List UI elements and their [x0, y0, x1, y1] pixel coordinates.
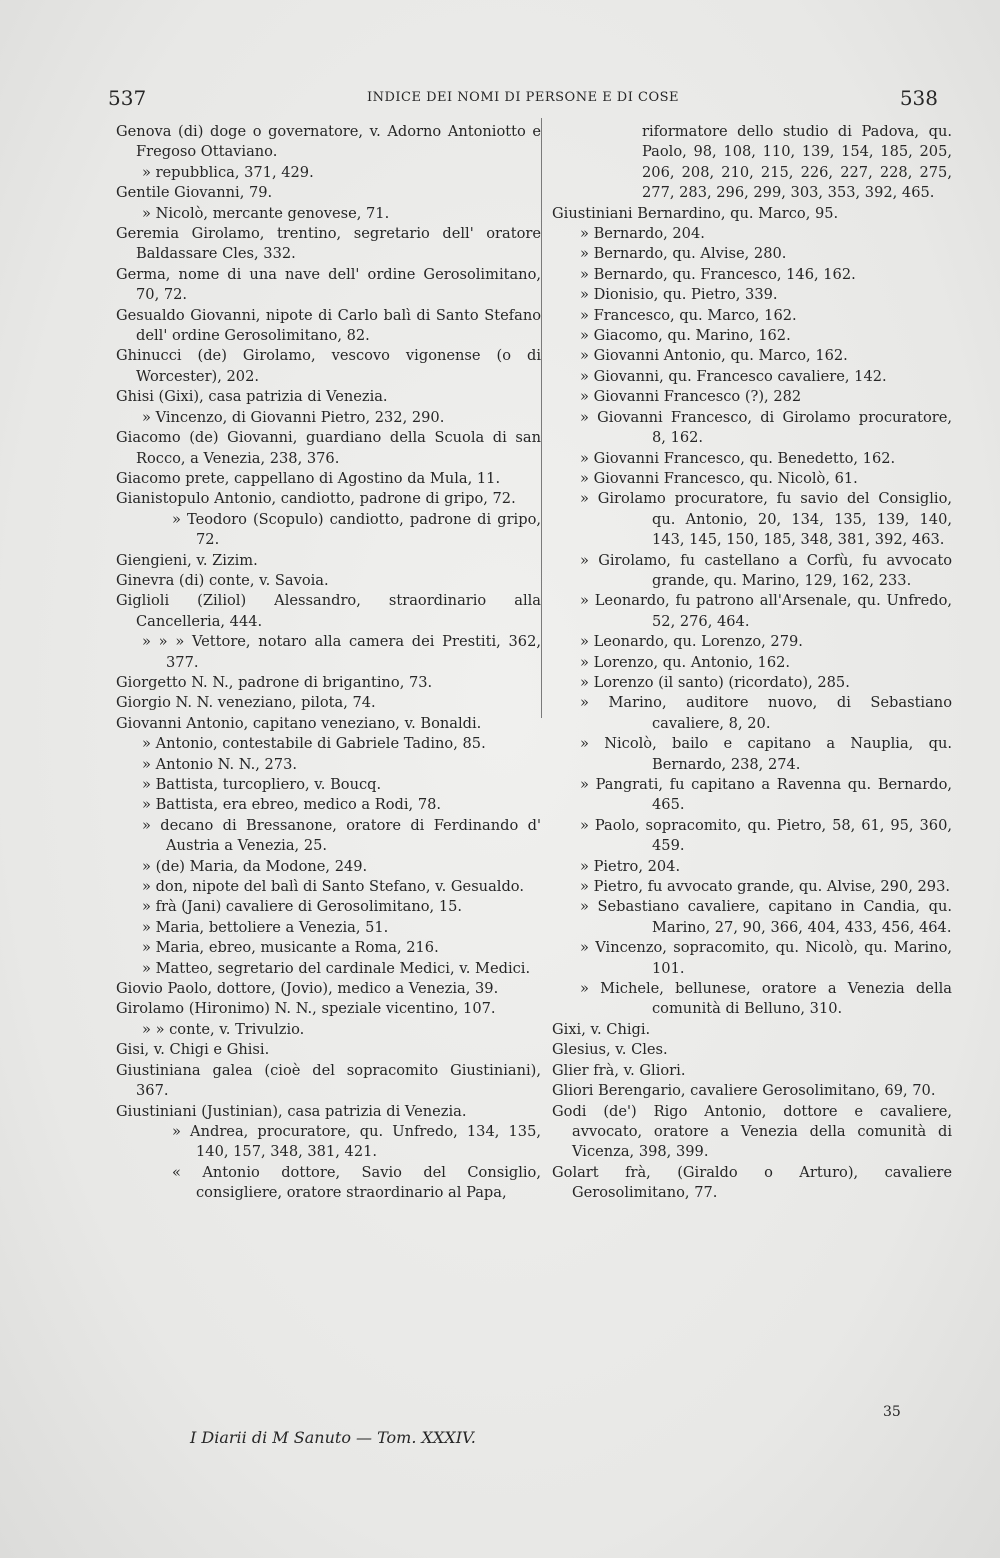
index-entry: « Antonio dottore, Savio del Consiglio, consigliere, oratore straordinario al Papa,: [172, 1163, 541, 1202]
index-entry: » Michele, bellunese, oratore a Venezia della comunità di Belluno, 310.: [580, 980, 952, 1018]
index-entry: » Maria, ebreo, musicante a Roma, 216.: [142, 939, 439, 957]
index-entry: » decano di Bressanone, oratore di Ferdinando d' Austria a Venezia, 25.: [142, 816, 541, 855]
index-entry: » Giovanni Francesco (?), 282: [580, 388, 802, 406]
index-entry: » Matteo, segretario del cardinale Medici, v. Medici.: [142, 959, 531, 977]
left-column: [116, 122, 541, 1204]
index-entry: » Pietro, fu avvocato grande, qu. Alvise, 290, 293.: [580, 878, 951, 896]
index-entry: Gixi, v. Chigi.: [552, 1020, 651, 1038]
index-entry: » frà (Jani) cavaliere di Gerosolimitano, 15.: [142, 898, 463, 916]
index-entry: » Giovanni Francesco, qu. Nicolò, 61.: [580, 469, 858, 487]
index-entry: » Giovanni, qu. Francesco cavaliere, 142.: [580, 367, 887, 385]
index-entry: » Giovanni Francesco, qu. Benedetto, 162.: [580, 449, 896, 467]
index-entry: Gesualdo Giovanni, nipote di Carlo balì di Santo Stefano dell' ordine Gerosolimitano, 82.: [116, 306, 541, 345]
index-entry: » Maria, bettoliere a Venezia, 51.: [142, 918, 389, 936]
index-entry: » Antonio N. N., 273.: [142, 755, 298, 773]
page-header: [108, 86, 938, 110]
index-entry: Gisi, v. Chigi e Ghisi.: [116, 1041, 270, 1059]
index-entry: » Battista, turcopliero, v. Boucq.: [142, 776, 382, 793]
index-entry: Girolamo (Hironimo) N. N., speziale vicentino, 107.: [116, 1000, 496, 1018]
index-entry: Glesius, v. Cles.: [552, 1041, 668, 1059]
index-entry: » Sebastiano cavaliere, capitano in Candia, qu. Marino, 27, 90, 366, 404, 433, 456, 464.: [580, 898, 952, 936]
index-entry: » Bernardo, qu. Francesco, 146, 162.: [580, 265, 856, 283]
index-entry: Gianistopulo Antonio, candiotto, padrone di gripo, 72.: [116, 490, 516, 508]
index-entry: Golart frà, (Giraldo o Arturo), cavaliere Gerosolimitano, 77.: [552, 1163, 952, 1202]
index-entry: » » » Vettore, notaro alla camera dei Prestiti, 362, 377.: [142, 633, 541, 671]
index-entry: » don, nipote del balì di Santo Stefano, v. Gesualdo.: [142, 878, 524, 896]
index-entry: » Vincenzo, sopracomito, qu. Nicolò, qu. Marino, 101.: [580, 939, 952, 977]
index-entry: Giorgio N. N. veneziano, pilota, 74.: [116, 694, 376, 712]
page-number-right: 538: [899, 86, 938, 110]
index-entry: » repubblica, 371, 429.: [142, 163, 314, 181]
index-entry: » Bernardo, qu. Alvise, 280.: [580, 245, 787, 263]
index-entry: » Vincenzo, di Giovanni Pietro, 232, 290.: [142, 408, 445, 426]
index-entry: Gliori Berengario, cavaliere Gerosolimitano, 69, 70.: [552, 1082, 936, 1100]
index-entry: » Lorenzo, qu. Antonio, 162.: [580, 653, 791, 671]
index-entry: » Andrea, procuratore, qu. Unfredo, 134, 135, 140, 157, 348, 381, 421.: [172, 1122, 541, 1161]
index-entry: Geremia Girolamo, trentino, segretario dell' oratore Baldassare Cles, 332.: [116, 225, 541, 263]
index-entry: Giacomo prete, cappellano di Agostino da Mula, 11.: [116, 469, 501, 487]
index-entry: » Paolo, sopracomito, qu. Pietro, 58, 61, 95, 360, 459.: [580, 816, 952, 855]
index-entry: » Battista, era ebreo, medico a Rodi, 78.: [142, 796, 442, 814]
index-entry: » Giovanni Antonio, qu. Marco, 162.: [580, 347, 848, 365]
index-entry: Giorgetto N. N., padrone di brigantino, 73.: [116, 673, 433, 691]
index-entry: » Leonardo, qu. Lorenzo, 279.: [580, 633, 803, 651]
index-entry: Giengieni, v. Zizim.: [116, 551, 258, 569]
index-entry: » Lorenzo (il santo) (ricordato), 285.: [580, 673, 850, 691]
index-entry: Giustiniani Bernardino, qu. Marco, 95.: [552, 204, 839, 222]
index-entry: Germa, nome di una nave dell' ordine Gerosolimitano, 70, 72.: [116, 265, 541, 304]
index-entry: Giacomo (de) Giovanni, guardiano della Scuola di san Rocco, a Venezia, 238, 376.: [116, 429, 541, 467]
index-entry: Giustiniani (Justinian), casa patrizia di Venezia.: [116, 1102, 467, 1120]
index-entry: » Antonio, contestabile di Gabriele Tadino, 85.: [142, 735, 486, 753]
page-number-left: 537: [108, 86, 147, 110]
index-entry: » Girolamo procuratore, fu savio del Consiglio, qu. Antonio, 20, 134, 135, 139, 140, 143, 145, 150, 185, 348, 381, 392, 463.: [580, 490, 952, 549]
footer-signature: I Diarii di M Sanuto — Tom. XXXIV.: [190, 1428, 476, 1447]
column-divider: [541, 118, 542, 718]
index-entry: » Pangrati, fu capitano a Ravenna qu. Bernardo, 465.: [580, 776, 952, 814]
sheet-number: 35: [883, 1404, 901, 1420]
index-entry: Ghisi (Gixi), casa patrizia di Venezia.: [116, 388, 388, 406]
index-entry: » Marino, auditore nuovo, di Sebastiano cavaliere, 8, 20.: [580, 694, 952, 732]
index-entry: » Girolamo, fu castellano a Corfù, fu avvocato grande, qu. Marino, 129, 162, 233.: [580, 551, 952, 589]
index-entry: Glier frà, v. Gliori.: [552, 1061, 686, 1079]
index-entry: » (de) Maria, da Modone, 249.: [142, 857, 368, 875]
index-entry: Genova (di) doge o governatore, v. Adorno Antoniotto e Fregoso Ottaviano.: [116, 123, 541, 161]
index-entry: Giustiniana galea (cioè del sopracomito Giustiniani), 367.: [116, 1061, 541, 1100]
index-entry: » » conte, v. Trivulzio.: [142, 1020, 305, 1038]
right-column: [552, 122, 952, 1204]
index-entry: » Giacomo, qu. Marino, 162.: [580, 327, 791, 345]
index-entry: Gentile Giovanni, 79.: [116, 184, 273, 202]
index-entry: » Dionisio, qu. Pietro, 339.: [580, 286, 778, 304]
index-entry: Giglioli (Ziliol) Alessandro, straordinario alla Cancelleria, 444.: [116, 592, 541, 630]
index-entry: Godi (de') Rigo Antonio, dottore e cavaliere, avvocato, oratore a Venezia della comunità di Vicenza, 398, 399.: [552, 1102, 952, 1161]
index-entry: » Nicolò, bailo e capitano a Nauplia, qu. Bernardo, 238, 274.: [580, 735, 952, 773]
index-entry: » Francesco, qu. Marco, 162.: [580, 306, 797, 324]
index-entry: » Bernardo, 204.: [580, 225, 705, 243]
index-entry: Giovio Paolo, dottore, (Jovio), medico a Venezia, 39.: [116, 980, 499, 998]
running-title: INDICE DEI NOMI DI PERSONE E DI COSE: [366, 90, 680, 105]
index-entry: Giovanni Antonio, capitano veneziano, v. Bonaldi.: [116, 714, 482, 732]
index-entry: » Nicolò, mercante genovese, 71.: [142, 204, 390, 222]
index-entry: » Leonardo, fu patrono all'Arsenale, qu. Unfredo, 52, 276, 464.: [580, 592, 952, 630]
index-entry: Ginevra (di) conte, v. Savoia.: [116, 571, 329, 589]
index-entry: » Giovanni Francesco, di Girolamo procuratore, 8, 162.: [580, 408, 952, 447]
index-entry: » Pietro, 204.: [580, 857, 681, 875]
index-entry: Ghinucci (de) Girolamo, vescovo vigonense (o di Worcester), 202.: [116, 347, 541, 385]
index-entry: riformatore dello studio di Padova, qu. Paolo, 98, 108, 110, 139, 154, 185, 205, 206, 208, 210, 215, 226, 227, 228, 275, 277, 283, 296, 299, 303, 353, 392, 465.: [642, 123, 952, 202]
index-entry: » Teodoro (Scopulo) candiotto, padrone di gripo, 72.: [172, 510, 541, 549]
